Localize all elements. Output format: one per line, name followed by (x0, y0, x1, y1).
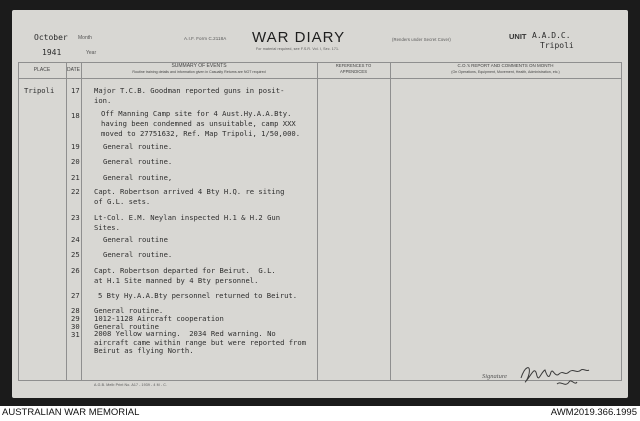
diary-title: WAR DIARY (252, 29, 346, 46)
unit-label: UNIT (509, 32, 527, 41)
place-cell: Tripoli (24, 86, 55, 95)
archive-name: AUSTRALIAN WAR MEMORIAL (2, 407, 140, 418)
col-summary-header: SUMMARY OF EVENTS (171, 63, 227, 69)
entry-day: 28 (71, 306, 80, 315)
entry-day: 17 (71, 86, 80, 95)
entry-day: 20 (71, 157, 80, 166)
signature-label: Signature (482, 373, 508, 380)
month-value: October (34, 33, 68, 42)
col-refs-subheader: APPENDICES (340, 69, 367, 74)
entry-day: 21 (71, 173, 80, 182)
col-report-header: C.O.'s REPORT AND COMMENTS ON MONTH (457, 63, 554, 68)
entry-day: 24 (71, 235, 80, 244)
entry-text: Off Manning Camp site for 4 Aust.Hy.A.A.Bty. having been condemned as unsuitable, camp XXX moved to 27751632, Ref. Map Tripoli, 1/50,000. (101, 109, 301, 138)
entry-text: General routine, (103, 173, 173, 182)
date-summary-divider (81, 62, 82, 380)
entry-day: 25 (71, 250, 80, 259)
entry-day: 27 (71, 291, 80, 300)
refs-report-divider (390, 62, 391, 380)
col-date-header: DATE (67, 67, 80, 73)
print-note: A.G.B. Melb Print No. A17 - 1939 - 4 M - C. (94, 383, 168, 387)
entry-day: 29 (71, 314, 80, 323)
year-label: Year (86, 50, 97, 56)
diary-sheet (12, 10, 628, 398)
entry-text: 5 Bty Hy.A.A.Bty personnel returned to Beirut. (98, 291, 298, 300)
entry-text: Capt. Robertson arrived 4 Bty H.Q. re siting of G.L. sets. (94, 187, 285, 206)
entry-day: 18 (71, 111, 80, 120)
entry-text: General routine (94, 322, 159, 331)
year-value: 1941 (42, 48, 62, 57)
entry-text: General routine. (103, 250, 173, 259)
handwritten-signature (517, 358, 597, 392)
entry-day: 26 (71, 266, 80, 275)
entry-day: 30 (71, 322, 80, 331)
entry-day: 22 (71, 187, 80, 196)
entry-text: General routine. (94, 306, 164, 315)
table-right-rule (621, 62, 622, 380)
summary-refs-divider (317, 62, 318, 380)
entry-text: Lt-Col. E.M. Neylan inspected H.1 & H.2 Gun Sites. (94, 213, 281, 232)
month-label: Month (78, 35, 92, 41)
entry-text: General routine (103, 235, 168, 244)
col-refs-header: REFERENCES TO (335, 63, 372, 68)
archive-reference: AWM2019.366.1995 (550, 407, 637, 418)
entry-text: 1012-1128 Aircraft cooperation (94, 314, 224, 323)
cover-note: (Renders under Secret Cover) (392, 37, 451, 42)
entry-day: 19 (71, 142, 80, 151)
entry-text: Capt. Robertson departed for Beirut. G.L. at H.1 Site manned by 4 Bty personnel. (94, 266, 276, 285)
entry-day: 31 (71, 330, 80, 339)
table-left-rule (18, 62, 19, 380)
form-number: A.I.F. Form C.2118A (184, 36, 227, 41)
header-bottom-rule (18, 78, 622, 79)
col-place-header: PLACE (33, 67, 51, 73)
entry-text: General routine. (103, 142, 173, 151)
entry-day: 23 (71, 213, 80, 222)
entry-text: General routine. (103, 157, 173, 166)
archive-footer (0, 406, 640, 421)
entry-text: 2008 Yellow warning. 2034 Red warning. No aircraft came within range but were reported from Beirut as flying North. (94, 329, 307, 355)
place-date-divider (66, 62, 67, 380)
col-report-subheader: (On Operations, Equipment, Movement, Health, Administration, etc.) (451, 70, 560, 74)
col-summary-subheader: Routine training details and information given in Casualty Returns are NOT required (132, 70, 266, 74)
material-note: For material required, see F.S.R. Vol. I, Sec. 171. (256, 47, 340, 51)
unit-location: Tripoli (540, 41, 574, 50)
entry-text: Major T.C.B. Goodman reported guns in posit- ion. (94, 86, 285, 105)
unit-value: A.A.D.C. (532, 31, 571, 40)
